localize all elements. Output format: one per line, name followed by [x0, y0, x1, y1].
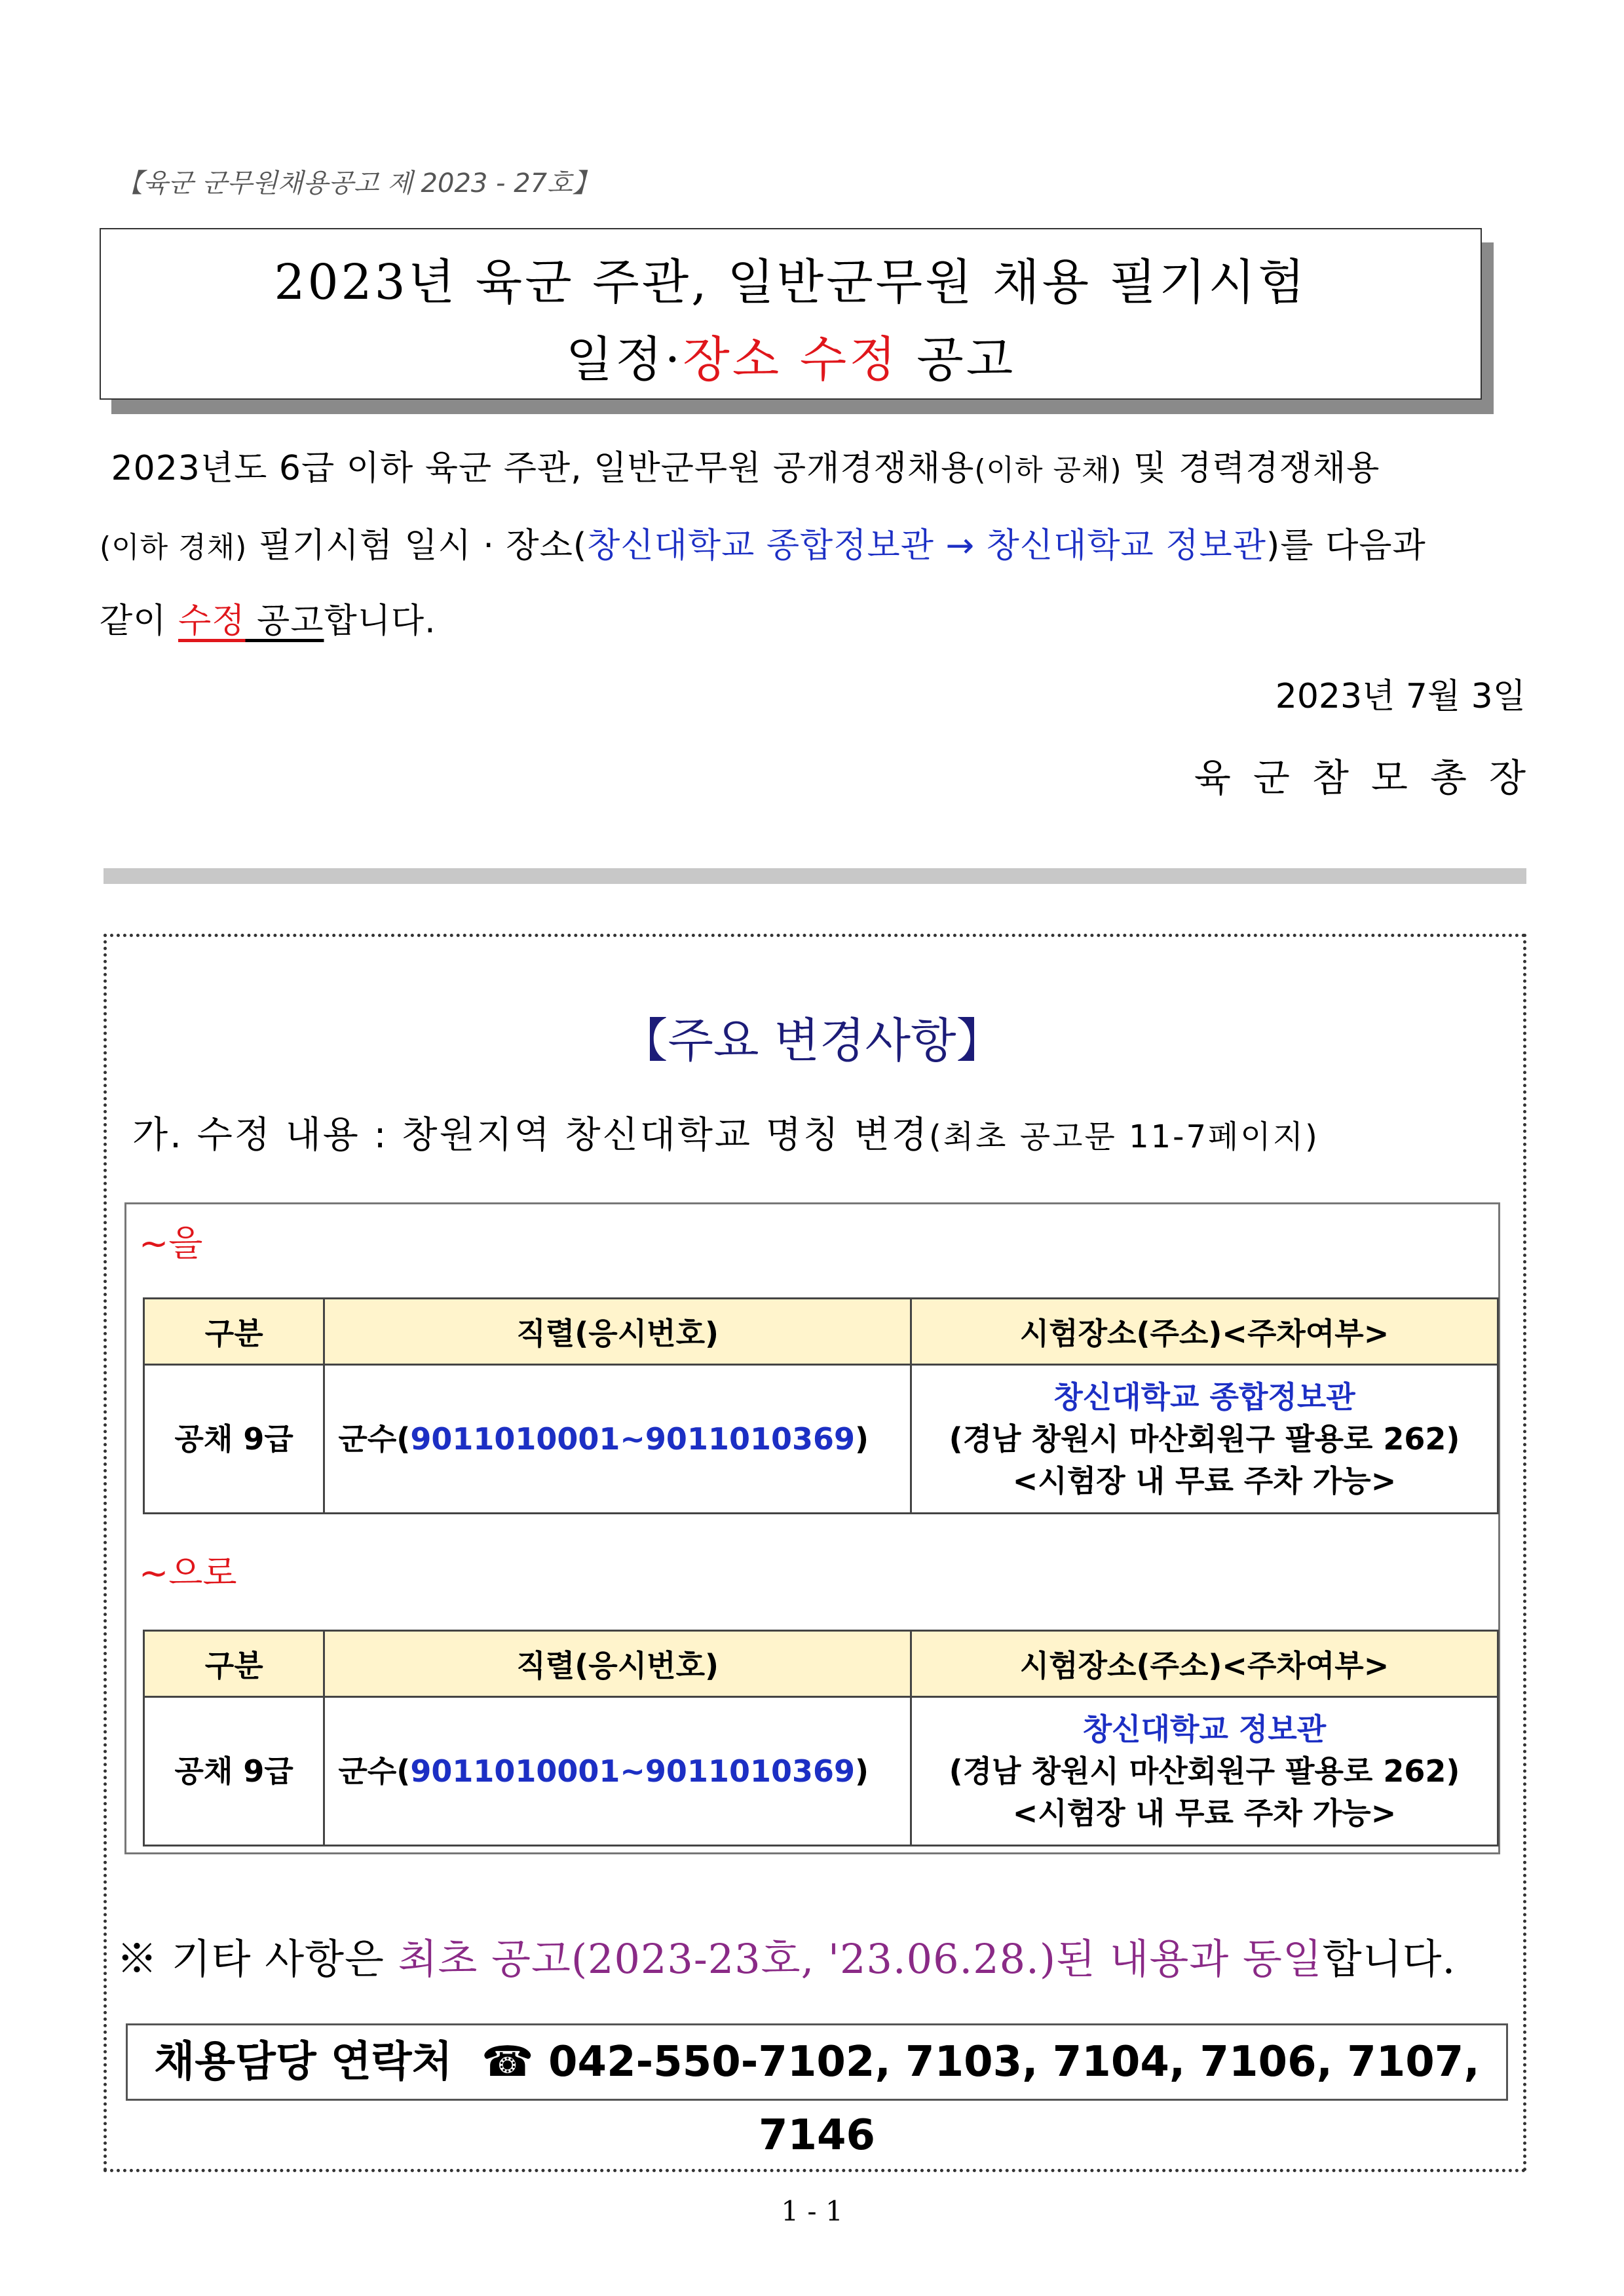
- intro-line3: 같이 수정 공고합니다.: [100, 602, 436, 641]
- notice-number: 【육군 군무원채용공고 제 2023 - 27호】: [117, 168, 599, 199]
- intro-line2: (이하 경채) 필기시험 일시 · 장소(창신대학교 종합정보관 → 창신대학교 정보관)를 다음과: [100, 526, 1426, 565]
- table-before: [143, 1297, 1499, 1514]
- header-series: 직렬(응시번호): [324, 1631, 911, 1697]
- table-row: [144, 1365, 1498, 1514]
- venue-name: 창신대학교 종합정보관: [1053, 1379, 1355, 1415]
- divider-bar: [104, 868, 1526, 884]
- intro-line1: 2023년도 6급 이하 육군 주관, 일반군무원 공개경쟁채용(이하 공채) 및 경력경쟁채용: [111, 449, 1380, 488]
- section-title: 【주요 변경사항】: [620, 1013, 1004, 1068]
- table-header-row: [144, 1631, 1498, 1697]
- contact-label: 채용담당 연락처: [154, 2038, 453, 2086]
- cell-venue: [911, 1697, 1498, 1846]
- table-after: [143, 1630, 1499, 1846]
- phone-icon: ☎: [482, 2038, 534, 2086]
- cell-series: 군수(9011010001~9011010369): [324, 1365, 911, 1514]
- venue-parking: <시험장 내 무료 주차 가능>: [1012, 1795, 1397, 1831]
- table-row: [144, 1697, 1498, 1846]
- header-category: 구분: [144, 1299, 324, 1365]
- venue-parking: <시험장 내 무료 주차 가능>: [1012, 1463, 1397, 1499]
- header-venue: 시험장소(주소)<주차여부>: [911, 1299, 1498, 1365]
- cell-category: 공채 9급: [144, 1365, 324, 1514]
- contact-box: [126, 2023, 1508, 2160]
- page-title-line2: 일정·장소 수정 공고: [565, 332, 1016, 388]
- cell-category: 공채 9급: [144, 1697, 324, 1846]
- table-header-row: [144, 1299, 1498, 1365]
- notice-date: 2023년 7월 3일: [1275, 677, 1526, 716]
- cell-series: 군수(9011010001~9011010369): [324, 1697, 911, 1846]
- other-matters-note: ※ 기타 사항은 최초 공고(2023-23호, '23.06.28.)된 내용과 동일합니다.: [117, 1935, 1456, 1983]
- header-venue: 시험장소(주소)<주차여부>: [911, 1631, 1498, 1697]
- title-box: [100, 228, 1482, 400]
- item-ga: 가. 수정 내용 : 창원지역 창신대학교 명칭 변경(최초 공고문 11-7페이지): [132, 1114, 1319, 1157]
- header-series: 직렬(응시번호): [324, 1299, 911, 1365]
- venue-name: 창신대학교 정보관: [1082, 1712, 1327, 1747]
- label-after: ~으로: [139, 1552, 237, 1594]
- label-before: ~을: [139, 1223, 203, 1264]
- contact-numbers: 042-550-7102, 7103, 7104, 7106, 7107, 7146: [548, 2038, 1480, 2160]
- header-category: 구분: [144, 1631, 324, 1697]
- venue-address: (경남 창원시 마산회원구 팔용로 262): [949, 1753, 1460, 1789]
- page-number: 1 - 1: [781, 2195, 843, 2227]
- cell-venue: [911, 1365, 1498, 1514]
- signer: 육군참모총장: [1194, 756, 1548, 800]
- page-title-line1: 2023년 육군 주관, 일반군무원 채용 필기시험: [274, 254, 1308, 311]
- venue-address: (경남 창원시 마산회원구 팔용로 262): [949, 1421, 1460, 1457]
